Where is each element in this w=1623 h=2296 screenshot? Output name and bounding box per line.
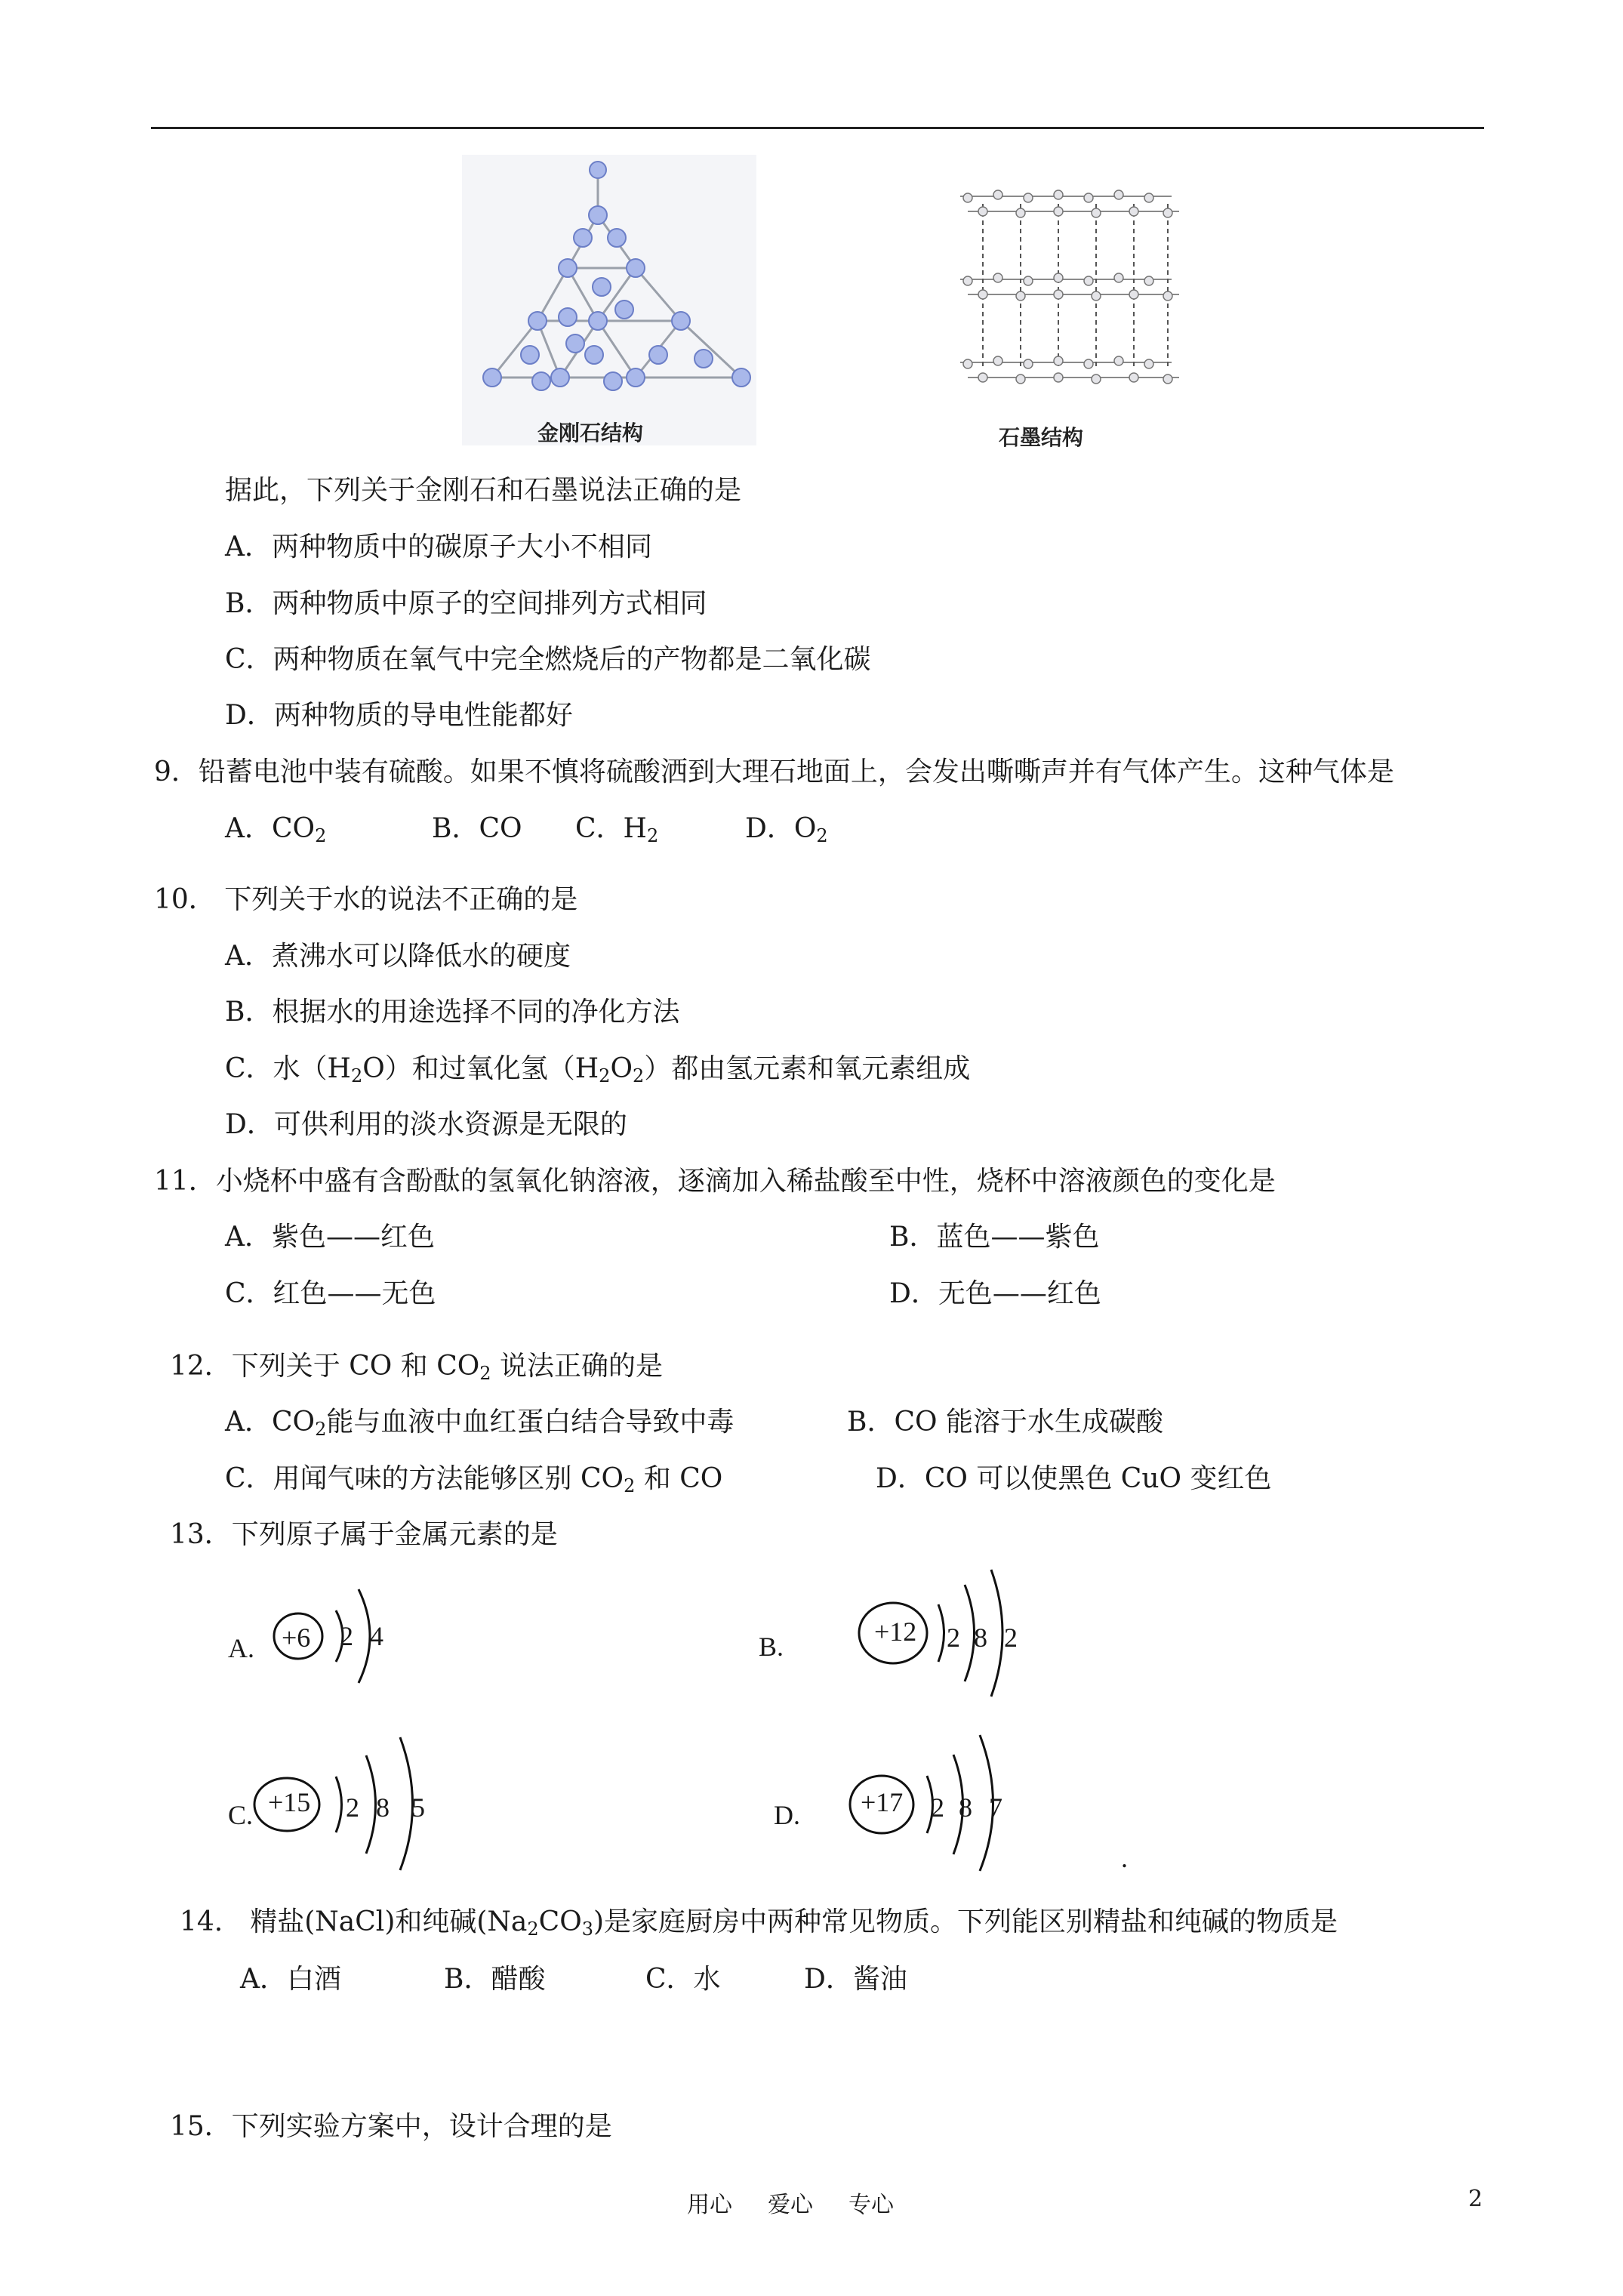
footer-motto-2: 爱心	[768, 2192, 813, 2218]
q12-option-a: A．$CO_2$能与血液中血红蛋白结合导致中毒	[225, 1407, 735, 1440]
q9-option-b: B．CO	[432, 813, 522, 844]
q11-option-c: C．红色——无色	[225, 1278, 436, 1309]
q13-option-a-shell-1: 2	[340, 1621, 353, 1651]
q13-option-b-shell-1: 2	[947, 1623, 960, 1653]
q8-option-d: D．两种物质的导电性能都好	[225, 700, 573, 731]
q10-option-a: A．煮沸水可以降低水的硬度	[225, 941, 571, 972]
q13-option-c-shell-2: 8	[376, 1792, 390, 1823]
q12-option-c: C．用闻气味的方法能够区别 $CO_2$ 和 CO	[225, 1463, 723, 1496]
q13-option-d-nucleus: +17	[861, 1787, 904, 1817]
q13-stray-dot: .	[1121, 1843, 1128, 1873]
q13-option-d-shell-2: 8	[959, 1792, 972, 1823]
q9-option-d: D．$O_2$	[745, 813, 828, 846]
q14-option-a: A．白酒	[240, 1964, 341, 1995]
q9-stem: 9．铅蓄电池中装有硫酸。如果不慎将硫酸洒到大理石地面上，会发出嘶嘶声并有气体产生。这种气体是	[154, 757, 1394, 787]
page-number: 2	[1468, 2186, 1483, 2212]
q8-option-b: B．两种物质中原子的空间排列方式相同	[225, 588, 707, 619]
q11-option-b: B．蓝色——紫色	[889, 1222, 1100, 1253]
q13-option-b-label: B.	[759, 1632, 784, 1662]
q14-stem: 14. 精盐(NaCl)和纯碱$(Na_2CO_3)$是家庭厨房中两种常见物质。下列能区别精盐和纯碱的物质是	[180, 1906, 1338, 1940]
q10-option-c: C．水$(H_2O)$和过氧化氢$(H_2O_2)$都由氢元素和氧元素组成	[225, 1053, 971, 1086]
q13-option-c-label: C.	[228, 1800, 254, 1830]
header-rule	[151, 127, 1484, 129]
q8-option-c: C．两种物质在氧气中完全燃烧后的产物都是二氧化碳	[225, 644, 871, 675]
q14-option-d: D．酱油	[804, 1964, 907, 1995]
q13-option-a-nucleus: +6	[282, 1623, 311, 1653]
q15-stem: 15．下列实验方案中，设计合理的是	[170, 2111, 612, 2142]
q9-option-c: C．$H_2$	[575, 813, 659, 846]
q13-stem: 13．下列原子属于金属元素的是	[170, 1519, 558, 1550]
q9-option-a: A．$CO_2$	[225, 813, 327, 846]
q10-stem: 10． 下列关于水的说法不正确的是	[154, 884, 578, 915]
q11-option-d: D．无色——红色	[889, 1278, 1101, 1309]
q13-option-d-shell-1: 2	[931, 1792, 944, 1823]
q10-option-b: B．根据水的用途选择不同的净化方法	[225, 997, 680, 1028]
q14-option-b: B．醋酸	[444, 1964, 546, 1995]
q13-option-c-nucleus: +15	[268, 1787, 311, 1817]
q13-option-b-shell-2: 8	[974, 1623, 987, 1653]
q13-option-a-shell-2: 4	[370, 1621, 383, 1651]
graphite-structure-image	[953, 181, 1187, 411]
q13-option-c-shell-3: 5	[411, 1792, 425, 1823]
q13-option-b-nucleus: +12	[874, 1616, 917, 1647]
q12-option-d: D．CO 可以使黑色 CuO 变红色	[876, 1463, 1272, 1494]
q10-option-d: D．可供利用的淡水资源是无限的	[225, 1109, 627, 1140]
q13-option-b-shell-3: 2	[1004, 1623, 1018, 1653]
q8-option-a: A．两种物质中的碳原子大小不相同	[225, 532, 652, 562]
q8-stem: 据此，下列关于金刚石和石墨说法正确的是	[225, 475, 742, 506]
q13-option-a-label: A.	[228, 1633, 254, 1663]
q11-option-a: A．紫色——红色	[225, 1222, 435, 1253]
graphite-caption: 石墨结构	[999, 425, 1084, 450]
footer-motto-3: 专心	[848, 2192, 894, 2218]
q13-option-d-label: D.	[774, 1800, 800, 1830]
q13-option-d-shell-3: 7	[989, 1792, 1002, 1823]
q12-stem: 12．下列关于 CO 和 $CO_2$ 说法正确的是	[170, 1351, 663, 1384]
q11-stem: 11．小烧杯中盛有含酚酞的氢氧化钠溶液，逐滴加入稀盐酸至中性，烧杯中溶液颜色的变化是	[154, 1166, 1276, 1197]
diamond-caption: 金刚石结构	[537, 421, 644, 445]
q13-option-c-shell-1: 2	[346, 1792, 359, 1823]
diamond-structure-image	[462, 155, 756, 445]
q14-option-c: C．水	[645, 1964, 721, 1995]
footer-motto-1: 用心	[687, 2192, 732, 2218]
q12-option-b: B．CO 能溶于水生成碳酸	[847, 1407, 1163, 1438]
